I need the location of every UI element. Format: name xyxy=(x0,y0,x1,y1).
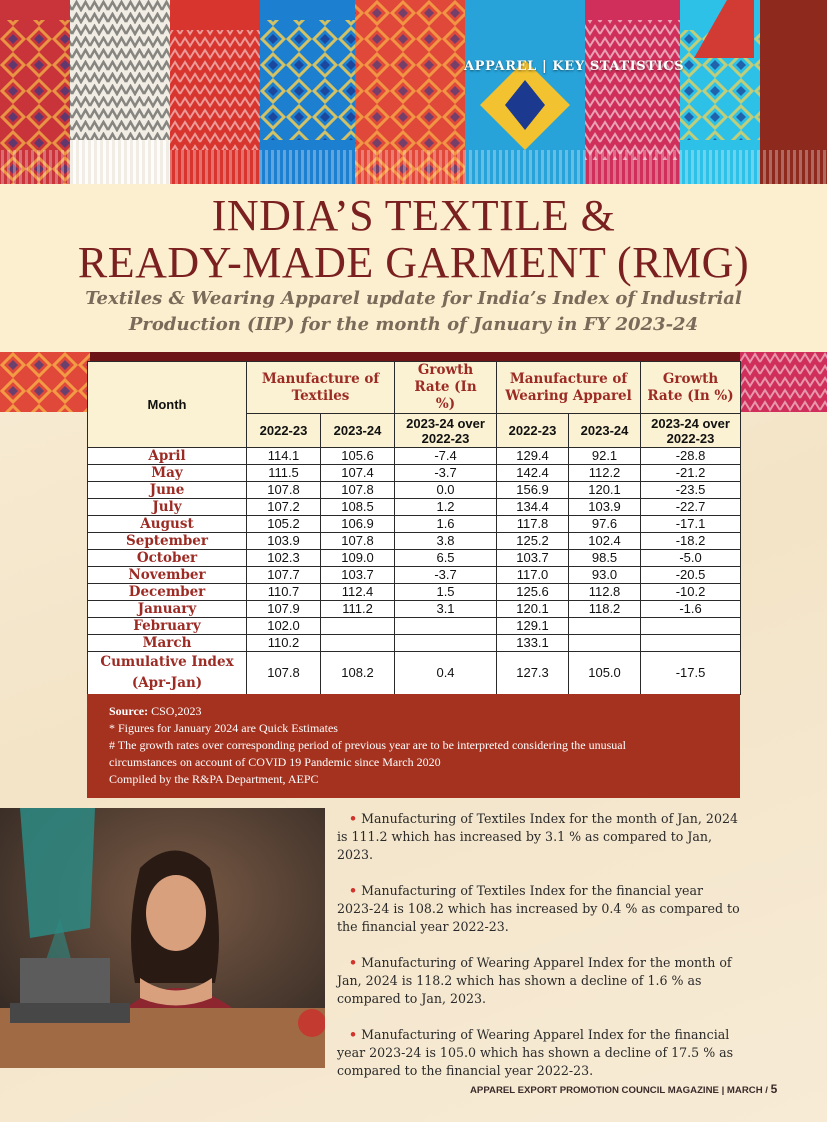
table-cell: 107.8 xyxy=(247,482,321,499)
table-row xyxy=(88,567,741,584)
month-cell: March xyxy=(88,635,247,652)
table-cell: 108.5 xyxy=(321,499,395,516)
table-cell: 103.9 xyxy=(247,533,321,550)
table-cell: -22.7 xyxy=(641,499,741,516)
col-header-textiles-2023: 2023-24 xyxy=(321,414,395,448)
table-cell: -28.8 xyxy=(641,448,741,465)
bullet-dot-icon: • xyxy=(349,811,358,826)
table-cell xyxy=(321,618,395,635)
note-compiled-by: Compiled by the R&PA Department, AEPC xyxy=(109,772,319,786)
table-cell: 1.5 xyxy=(395,584,497,601)
table-cell: 98.5 xyxy=(569,550,641,567)
page-subtitle xyxy=(60,286,767,338)
table-row xyxy=(88,601,741,618)
table-cell: 108.2 xyxy=(321,652,395,695)
table-cell: 110.2 xyxy=(247,635,321,652)
table-cell: 106.9 xyxy=(321,516,395,533)
table-cell: 107.4 xyxy=(321,465,395,482)
table-cell: 0.0 xyxy=(395,482,497,499)
table-cell: 112.4 xyxy=(321,584,395,601)
table-cell xyxy=(641,618,741,635)
header-text: 2023-24 over xyxy=(406,415,485,431)
table-cell xyxy=(641,635,741,652)
table-cell: 103.7 xyxy=(321,567,395,584)
month-cell: July xyxy=(88,499,247,516)
table-cell: 127.3 xyxy=(497,652,569,695)
table-cell: 129.4 xyxy=(497,448,569,465)
table-cell: 103.7 xyxy=(497,550,569,567)
month-cell: September xyxy=(88,533,247,550)
table-cell xyxy=(569,635,641,652)
table-cell: 142.4 xyxy=(497,465,569,482)
table-row xyxy=(88,448,741,465)
table-cell: 102.4 xyxy=(569,533,641,550)
bullet-dot-icon: • xyxy=(349,955,358,970)
table-cell xyxy=(395,635,497,652)
key-findings xyxy=(337,810,742,1098)
col-header-apparel-2022: 2022-23 xyxy=(497,414,569,448)
table-cell: -18.2 xyxy=(641,533,741,550)
bullet-dot-icon: • xyxy=(349,883,358,898)
cumulative-row xyxy=(88,652,741,695)
table-cell: 93.0 xyxy=(569,567,641,584)
table-cell: 6.5 xyxy=(395,550,497,567)
table-cell: 117.0 xyxy=(497,567,569,584)
table-cell: -10.2 xyxy=(641,584,741,601)
page-number: 5 xyxy=(770,1082,778,1096)
table-cell: 107.8 xyxy=(247,652,321,695)
finding-item xyxy=(337,954,742,1008)
header-text: 2022-23 xyxy=(421,430,470,446)
header-text: 2023-24 over xyxy=(651,415,730,431)
col-header-growth-textiles: Growth Rate (In %) xyxy=(395,362,497,414)
table-cell: -17.1 xyxy=(641,516,741,533)
month-cell: April xyxy=(88,448,247,465)
iip-table-container xyxy=(87,361,740,695)
table-cell: 107.2 xyxy=(247,499,321,516)
table-row xyxy=(88,516,741,533)
source-value: CSO,2023 xyxy=(151,704,202,718)
col-header-textiles-over xyxy=(395,414,497,448)
table-cell: 102.3 xyxy=(247,550,321,567)
table-cell: 102.0 xyxy=(247,618,321,635)
table-row xyxy=(88,618,741,635)
table-row xyxy=(88,482,741,499)
col-header-month: Month xyxy=(88,362,247,448)
tailor-woman-photo xyxy=(0,808,325,1068)
col-header-apparel: Manufacture of Wearing Apparel xyxy=(497,362,641,414)
source-label: Source: xyxy=(109,704,149,718)
note-growth-rates: # The growth rates over corresponding period of previous year are to be interpreted considering the unusual xyxy=(109,738,626,752)
table-cell: 1.6 xyxy=(395,516,497,533)
table-cell: 111.2 xyxy=(321,601,395,618)
bullet-dot-icon: • xyxy=(349,1027,358,1042)
table-cell: -7.4 xyxy=(395,448,497,465)
page-title-line2: READY-MADE GARMENT (RMG) xyxy=(77,238,750,287)
subtitle-line2: Production (IIP) for the month of January in FY 2023-24 xyxy=(128,314,699,335)
month-cell: December xyxy=(88,584,247,601)
month-cell: May xyxy=(88,465,247,482)
table-cell: 120.1 xyxy=(497,601,569,618)
page-title xyxy=(0,191,827,287)
table-cell: 3.8 xyxy=(395,533,497,550)
table-row xyxy=(88,550,741,567)
table-cell: 112.2 xyxy=(569,465,641,482)
table-cell: 107.7 xyxy=(247,567,321,584)
table-cell: 110.7 xyxy=(247,584,321,601)
table-cell: -17.5 xyxy=(641,652,741,695)
iip-table xyxy=(87,361,741,695)
table-cell: 129.1 xyxy=(497,618,569,635)
month-cell: June xyxy=(88,482,247,499)
table-cell: 107.8 xyxy=(321,482,395,499)
table-cell: 125.6 xyxy=(497,584,569,601)
finding-item xyxy=(337,882,742,936)
fabric-header-photo xyxy=(0,0,827,184)
table-cell: 107.9 xyxy=(247,601,321,618)
col-header-growth-apparel: Growth Rate (In %) xyxy=(641,362,741,414)
table-cell: -1.6 xyxy=(641,601,741,618)
table-cell: 109.0 xyxy=(321,550,395,567)
table-row xyxy=(88,635,741,652)
table-cell: 0.4 xyxy=(395,652,497,695)
finding-item xyxy=(337,1026,742,1080)
note-covid: circumstances on account of COVID 19 Pandemic since March 2020 xyxy=(109,755,441,769)
table-cell: -21.2 xyxy=(641,465,741,482)
month-cell: October xyxy=(88,550,247,567)
col-header-textiles: Manufacture of Textiles xyxy=(247,362,395,414)
col-header-apparel-2023: 2023-24 xyxy=(569,414,641,448)
table-cell: 117.8 xyxy=(497,516,569,533)
table-cell: 133.1 xyxy=(497,635,569,652)
source-line xyxy=(109,703,740,720)
finding-text: Manufacturing of Textiles Index for the financial year 2023-24 is 108.2 which has increased by 0.4 % as compared to the financial year 2022-23. xyxy=(337,883,740,934)
table-cell: 112.8 xyxy=(569,584,641,601)
table-cell: 120.1 xyxy=(569,482,641,499)
table-cell: 125.2 xyxy=(497,533,569,550)
finding-item xyxy=(337,810,742,864)
table-cell: -23.5 xyxy=(641,482,741,499)
footer-text: APPAREL EXPORT PROMOTION COUNCIL MAGAZINE | MARCH / xyxy=(470,1085,768,1096)
page-footer xyxy=(470,1082,778,1096)
header-text: 2022-23 xyxy=(666,430,715,446)
finding-text: Manufacturing of Wearing Apparel Index for the month of Jan, 2024 is 118.2 which has shown a decline of 1.6 % as compared to Jan, 2023. xyxy=(337,955,732,1006)
table-cell: 105.0 xyxy=(569,652,641,695)
table-cell xyxy=(321,635,395,652)
cumulative-label-line1: Cumulative Index xyxy=(100,654,234,670)
table-cell: 1.2 xyxy=(395,499,497,516)
cumulative-label xyxy=(88,652,247,695)
table-body xyxy=(88,448,741,695)
table-cell: 103.9 xyxy=(569,499,641,516)
table-cell: 107.8 xyxy=(321,533,395,550)
table-cell: 92.1 xyxy=(569,448,641,465)
table-cell xyxy=(569,618,641,635)
finding-text: Manufacturing of Wearing Apparel Index for the financial year 2023-24 is 105.0 which has shown a decline of 17.5 % as compared to the financial year 2022-23. xyxy=(337,1027,734,1078)
table-cell: 111.5 xyxy=(247,465,321,482)
month-cell: January xyxy=(88,601,247,618)
table-row xyxy=(88,533,741,550)
page-title-line1: INDIA’S TEXTILE & xyxy=(211,191,616,240)
col-header-apparel-over xyxy=(641,414,741,448)
table-cell: 118.2 xyxy=(569,601,641,618)
table-row xyxy=(88,465,741,482)
table-cell: 134.4 xyxy=(497,499,569,516)
table-cell: 114.1 xyxy=(247,448,321,465)
subtitle-line1: Textiles & Wearing Apparel update for India’s Index of Industrial xyxy=(85,288,742,309)
table-cell: 156.9 xyxy=(497,482,569,499)
table-cell: -3.7 xyxy=(395,567,497,584)
table-cell: -20.5 xyxy=(641,567,741,584)
month-cell: November xyxy=(88,567,247,584)
note-quick-estimates: * Figures for January 2024 are Quick Estimates xyxy=(109,721,338,735)
table-cell xyxy=(395,618,497,635)
table-cell: 105.2 xyxy=(247,516,321,533)
section-label: APPAREL | KEY STATISTICS xyxy=(464,59,685,74)
month-cell: February xyxy=(88,618,247,635)
source-notes xyxy=(87,694,740,798)
table-cell: -3.7 xyxy=(395,465,497,482)
cumulative-label-line2: (Apr-Jan) xyxy=(131,675,203,691)
table-cell: -5.0 xyxy=(641,550,741,567)
month-cell: August xyxy=(88,516,247,533)
table-cell: 97.6 xyxy=(569,516,641,533)
col-header-textiles-2022: 2022-23 xyxy=(247,414,321,448)
table-row xyxy=(88,499,741,516)
table-row xyxy=(88,584,741,601)
table-cell: 3.1 xyxy=(395,601,497,618)
table-cell: 105.6 xyxy=(321,448,395,465)
finding-text: Manufacturing of Textiles Index for the month of Jan, 2024 is 111.2 which has increased by 3.1 % as compared to Jan, 2023. xyxy=(337,811,738,862)
